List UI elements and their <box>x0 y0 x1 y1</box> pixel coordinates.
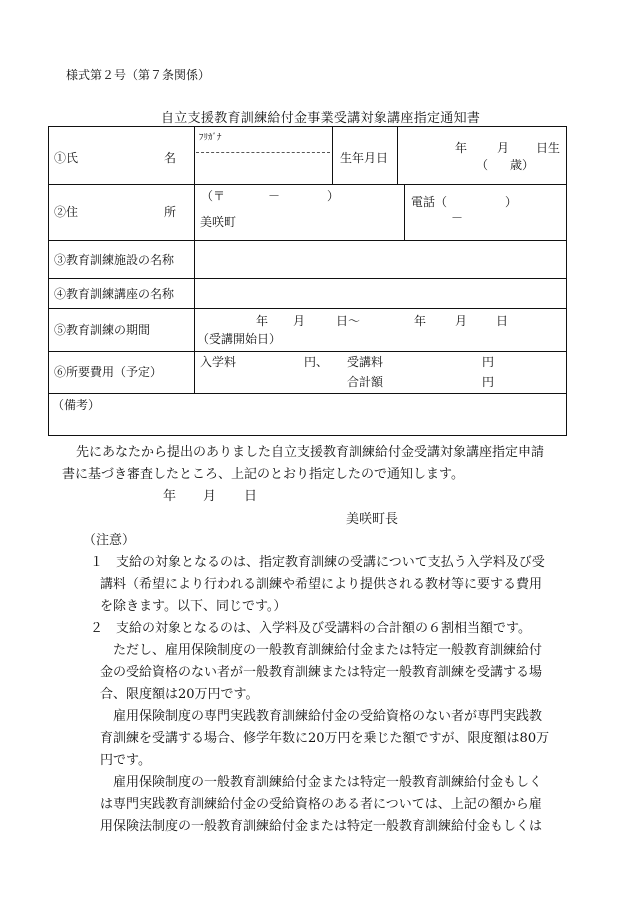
remarks-label: （備考） <box>52 398 101 412</box>
column-divider <box>397 126 398 184</box>
end-year: 年 <box>414 314 427 328</box>
tuition-label: 受講料 <box>347 355 384 369</box>
postal-open: （〒 <box>201 189 226 203</box>
admission-fee-yen: 円、 <box>304 355 329 369</box>
dob-day: 日生 <box>536 141 561 155</box>
dob-year: 年 <box>455 141 468 155</box>
form-number: 様式第２号（第７条関係） <box>66 68 211 82</box>
date-day: 日 <box>244 489 258 504</box>
facility-name-label: ③教育訓練施設の名称 <box>54 253 175 267</box>
note-2-line-1: ２ 支給の対象となるのは、入学料及び受講料の合計額の６割相当額です。 <box>90 621 531 636</box>
admission-fee-label: 入学料 <box>200 355 237 369</box>
start-month: 月 <box>293 314 306 328</box>
notes-heading: （注意） <box>83 533 136 548</box>
address-label: ②住 <box>54 205 79 219</box>
start-day: 日～ <box>336 314 361 328</box>
course-name-label: ④教育訓練講座の名称 <box>54 287 175 301</box>
notice-line-2: 書に基づき審査したところ、上記のとおり指定したので通知します。 <box>62 467 464 482</box>
age-open: （ <box>476 158 489 172</box>
start-year: 年 <box>256 314 269 328</box>
start-date-note: （受講開始日） <box>197 332 282 346</box>
phone-close: ） <box>505 195 518 209</box>
column-divider <box>332 126 333 184</box>
designation-table <box>48 126 567 436</box>
note-1-line-1: １ 支給の対象となるのは、指定教育訓練の受講について支払う入学料及び受 <box>90 555 545 570</box>
town-name: 美咲町 <box>200 215 237 229</box>
note-2-p2-line-3: 円です。 <box>100 753 151 768</box>
column-divider <box>404 184 405 240</box>
row-divider <box>48 184 567 185</box>
row-divider <box>48 351 567 352</box>
note-2-p1-line-1: ただし、雇用保険制度の一般教育訓練給付金または特定一般教育訓練給付 <box>113 643 543 658</box>
name-label: ①氏 <box>54 151 79 165</box>
row-divider <box>48 278 567 279</box>
document-title: 自立支援教育訓練給付金事業受講対象講座指定通知書 <box>161 111 481 126</box>
dob-label: 生年月日 <box>340 151 389 165</box>
period-label: ⑤教育訓練の期間 <box>54 323 151 337</box>
date-month: 月 <box>203 489 217 504</box>
total-yen: 円 <box>482 375 495 389</box>
dob-month: 月 <box>497 141 510 155</box>
row-divider <box>48 308 567 309</box>
end-day: 日 <box>496 314 509 328</box>
note-2-p3-line-1: 雇用保険制度の一般教育訓練給付金または特定一般教育訓練給付金もしく <box>113 775 543 790</box>
phone-dash: － <box>451 211 464 225</box>
note-2-p1-line-2: 金の受給資格のない者が一般教育訓練または特定一般教育訓練を受講する場 <box>100 665 543 680</box>
total-label: 合計額 <box>347 375 384 389</box>
date-year: 年 <box>163 489 177 504</box>
notice-line-1: 先にあなたから提出のありました自立支援教育訓練給付金受講対象講座指定申請 <box>76 445 545 460</box>
cost-label: ⑥所要費用（予定） <box>54 365 163 379</box>
note-2-p3-line-3: 用保険法制度の一般教育訓練給付金または特定一般教育訓練給付金もしくは <box>100 819 543 834</box>
furigana-label: ﾌﾘｶﾞﾅ <box>199 133 222 143</box>
note-1-line-2: 講料（希望により行われる訓練や希望により提供される教材等に要する費用 <box>100 577 543 592</box>
column-divider <box>194 126 195 393</box>
tuition-yen: 円 <box>482 355 495 369</box>
note-2-p3-line-2: は専門実践教育訓練給付金の受給資格のある者については、上記の額から雇 <box>100 797 542 812</box>
row-divider <box>48 240 567 241</box>
postal-dash: － <box>268 189 281 203</box>
furigana-divider <box>196 152 330 153</box>
age-close: 歳） <box>510 158 535 172</box>
row-divider <box>48 393 567 394</box>
note-2-p2-line-2: 育訓練を受講する場合、修学年数に20万円を乗じた額ですが、限度額は80万 <box>100 731 550 746</box>
name-label-suffix: 名 <box>164 151 177 165</box>
address-label-suffix: 所 <box>164 205 177 219</box>
note-2-p2-line-1: 雇用保険制度の専門実践教育訓練給付金の受給資格のない者が専門実践教 <box>113 709 543 724</box>
issuer-name: 美咲町長 <box>346 512 399 527</box>
phone-label: 電話（ <box>411 195 448 209</box>
note-1-line-3: を除きます。以下、同じです。） <box>100 599 287 614</box>
postal-close: ） <box>327 189 340 203</box>
end-month: 月 <box>455 314 468 328</box>
note-2-p1-line-3: 合、限度額は20万円です。 <box>100 687 259 702</box>
